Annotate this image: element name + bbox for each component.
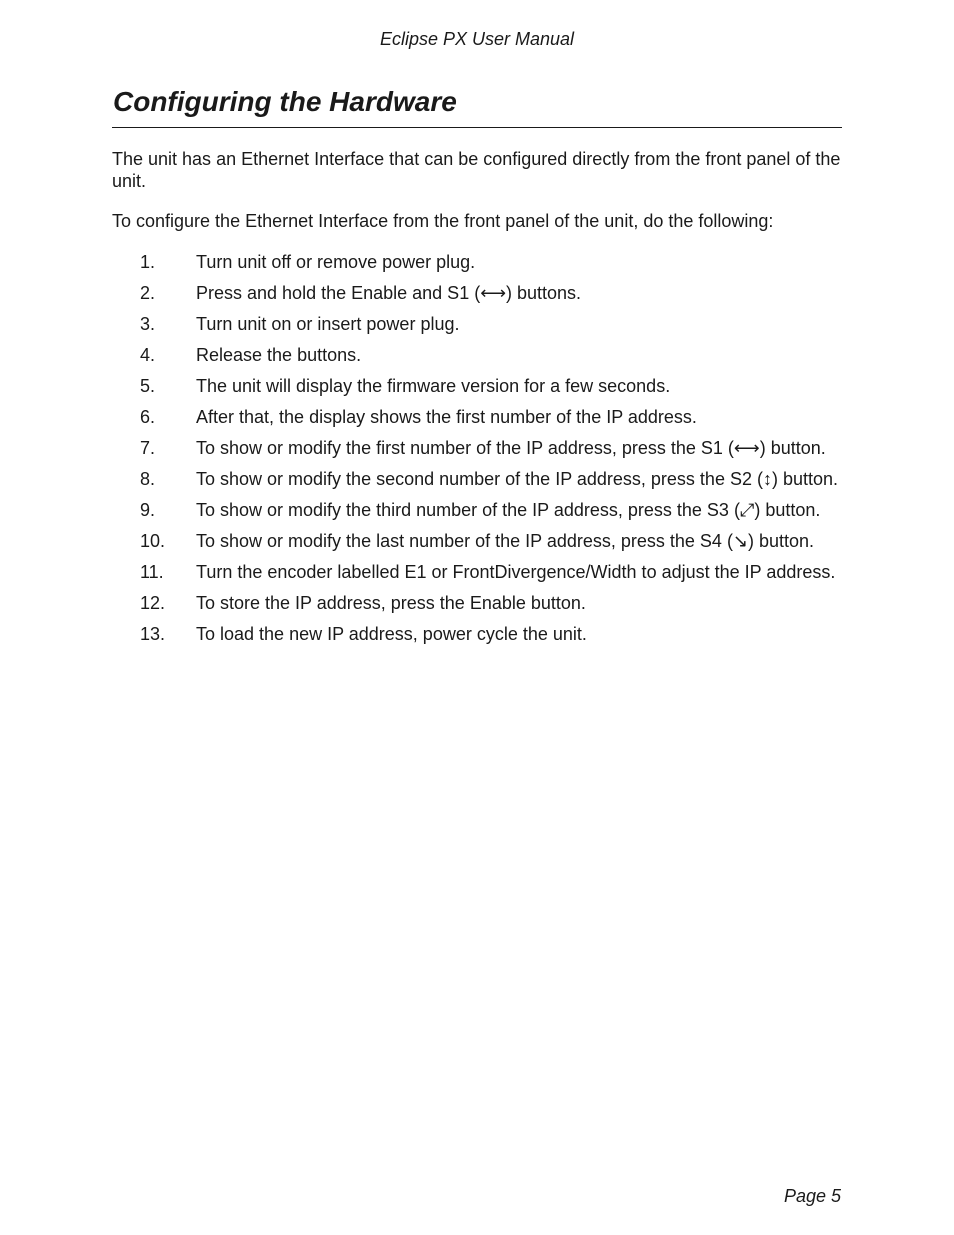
step-number: 8.: [140, 469, 156, 489]
step-number: 5.: [140, 376, 156, 396]
page-title: Configuring the Hardware: [113, 86, 457, 117]
intro-paragraph: The unit has an Ethernet Interface that can be configured directly from the front panel of the unit.: [112, 149, 841, 191]
step-text: After that, the display shows the first number of the IP address.: [196, 407, 697, 427]
running-header: Eclipse PX User Manual: [379, 29, 575, 49]
list-item: [140, 437, 850, 459]
instruction-lead-paragraph: To configure the Ethernet Interface from the front panel of the unit, do the following:: [112, 211, 774, 231]
list-item: [140, 375, 850, 397]
list-item: [140, 592, 850, 614]
step-text: Press and hold the Enable and S1 (⟷) buttons.: [196, 283, 582, 303]
step-text: Turn unit on or insert power plug.: [196, 314, 460, 334]
title-divider: [112, 127, 842, 128]
step-text: To store the IP address, press the Enable button.: [196, 593, 586, 613]
step-number: 11.: [140, 562, 164, 582]
list-item: [140, 530, 850, 552]
step-text: Turn unit off or remove power plug.: [196, 252, 476, 272]
list-item: [140, 499, 850, 521]
step-text: To show or modify the second number of the IP address, press the S2 (↕) button.: [196, 469, 839, 489]
step-number: 3.: [140, 314, 156, 334]
step-text: Release the buttons.: [196, 345, 362, 365]
step-text: To show or modify the first number of the IP address, press the S1 (⟷) button.: [196, 438, 826, 458]
step-number: 9.: [140, 500, 156, 520]
step-number: 2.: [140, 283, 156, 303]
step-text: To load the new IP address, power cycle the unit.: [196, 624, 587, 644]
step-number: 4.: [140, 345, 156, 365]
list-item: [140, 251, 850, 273]
steps-list: [140, 251, 850, 654]
step-number: 12.: [140, 593, 166, 613]
list-item: [140, 468, 850, 490]
page-number: Page 5: [783, 1186, 841, 1206]
list-item: [140, 282, 850, 304]
step-text: To show or modify the third number of the IP address, press the S3 (⤢) button.: [196, 500, 821, 520]
list-item: [140, 561, 850, 583]
list-item: [140, 313, 850, 335]
step-number: 13.: [140, 624, 166, 644]
step-number: 7.: [140, 438, 156, 458]
list-item: [140, 344, 850, 366]
step-text: The unit will display the firmware version for a few seconds.: [196, 376, 671, 396]
step-number: 6.: [140, 407, 156, 427]
step-text: Turn the encoder labelled E1 or FrontDivergence/Width to adjust the IP address.: [196, 562, 836, 582]
step-number: 10.: [140, 531, 166, 551]
step-text: To show or modify the last number of the IP address, press the S4 (↘) button.: [196, 531, 815, 551]
step-number: 1.: [140, 252, 156, 272]
list-item: [140, 623, 850, 645]
list-item: [140, 406, 850, 428]
